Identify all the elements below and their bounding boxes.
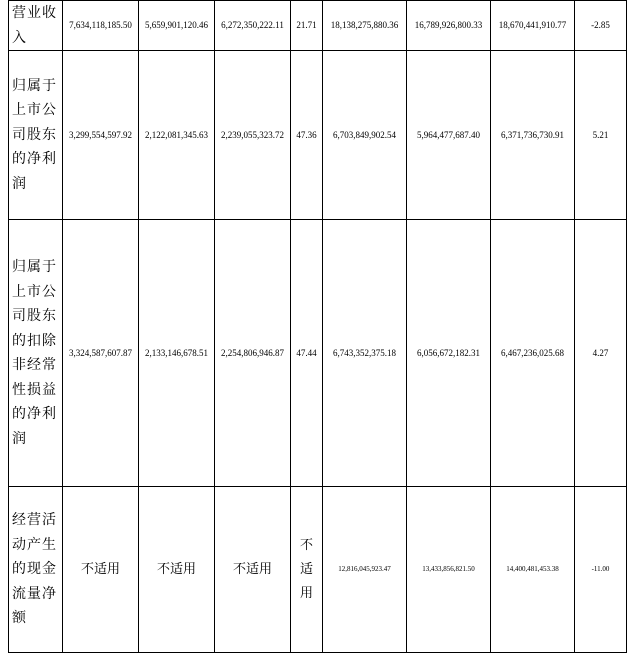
table-cell: 2,239,055,323.72 [215,51,291,220]
table-row-net-profit [9,51,627,220]
table-cell: 14,400,481,453.38 [491,487,575,653]
table-row-operating-cash-flow [9,487,627,653]
table-cell-wrapper [291,487,323,653]
table-cell: 16,789,926,800.33 [407,1,491,51]
table-cell: 不适用 [63,487,139,653]
table-cell: -2.85 [575,1,627,51]
table-cell: 不适用 [139,487,215,653]
table-cell: 47.44 [291,220,323,487]
table-cell: 2,254,806,946.87 [215,220,291,487]
table-cell: 3,324,587,607.87 [63,220,139,487]
table-cell: 6,371,736,730.91 [491,51,575,220]
table-cell: 4.27 [575,220,627,487]
row-label: 归属于上市公司股东的净利润 [9,51,63,220]
table-cell: 18,670,441,910.77 [491,1,575,51]
table-cell: 6,272,350,222.11 [215,1,291,51]
table-cell: 2,133,146,678.51 [139,220,215,487]
table-cell: 6,703,849,902.54 [323,51,407,220]
table-row-net-profit-deducted [9,220,627,487]
table-cell: 18,138,275,880.36 [323,1,407,51]
table-cell: 5,659,901,120.46 [139,1,215,51]
row-label: 经营活动产生的现金流量净额 [9,487,63,653]
table-cell: 3,299,554,597.92 [63,51,139,220]
table-cell: 7,634,118,185.50 [63,1,139,51]
table-cell: 6,743,352,375.18 [323,220,407,487]
table-cell: 12,816,045,923.47 [323,487,407,653]
row-label: 营业收入 [9,1,63,51]
row-label: 归属于上市公司股东的扣除非经常性损益的净利润 [9,220,63,487]
financial-data-table [8,0,627,653]
table-cell: 不适用 [215,487,291,653]
table-cell: 2,122,081,345.63 [139,51,215,220]
table-cell: 不适用 [299,537,313,601]
table-cell: 6,056,672,182.31 [407,220,491,487]
table-cell: 47.36 [291,51,323,220]
table-cell: 13,433,856,821.50 [407,487,491,653]
table-cell: -11.00 [575,487,627,653]
table-cell: 5.21 [575,51,627,220]
table-cell: 21.71 [291,1,323,51]
table-row-revenue [9,1,627,51]
table-cell: 5,964,477,687.40 [407,51,491,220]
table-cell: 6,467,236,025.68 [491,220,575,487]
